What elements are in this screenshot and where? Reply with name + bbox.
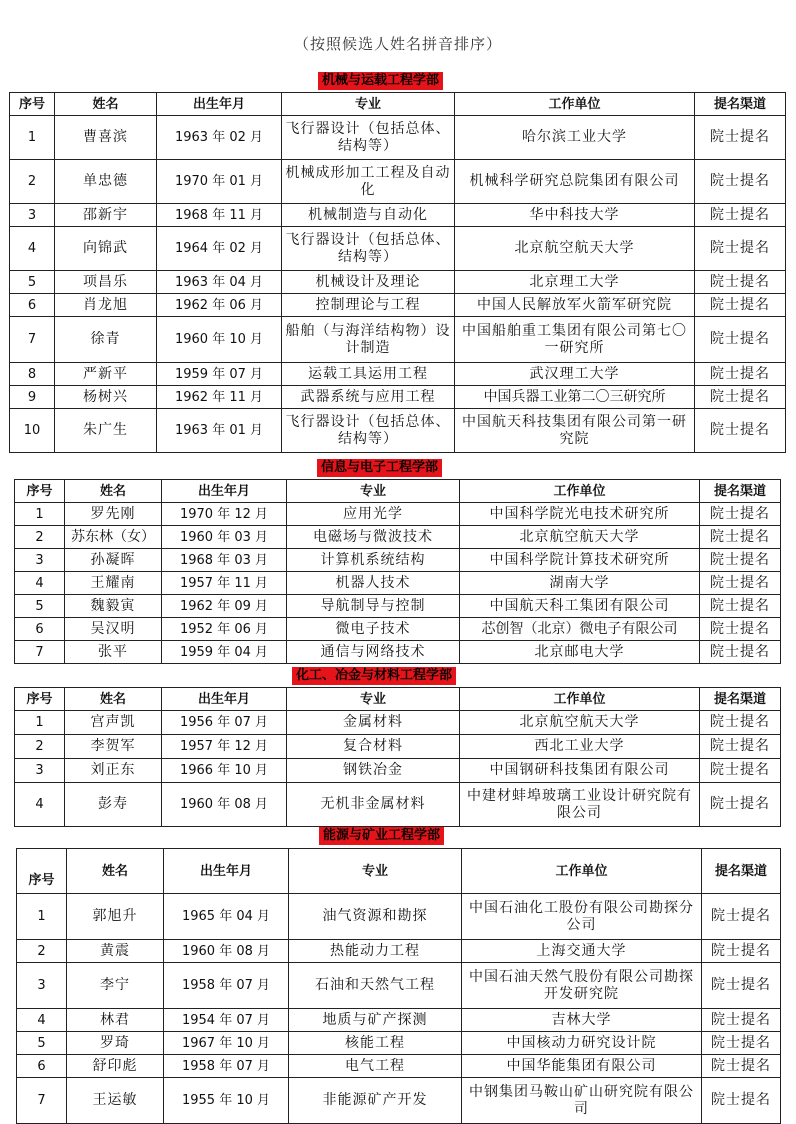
cell-major: 飞行器设计（包括总体、结构等） bbox=[282, 409, 455, 453]
table-materials bbox=[14, 687, 781, 827]
cell-index: 5 bbox=[17, 1032, 67, 1055]
table-row bbox=[10, 160, 786, 204]
cell-major: 机械制造与自动化 bbox=[282, 204, 455, 227]
cell-name: 张平 bbox=[65, 641, 162, 664]
cell-name: 杨树兴 bbox=[55, 386, 157, 409]
cell-channel: 院士提名 bbox=[700, 783, 781, 827]
table-row bbox=[10, 409, 786, 453]
cell-major: 电磁场与微波技术 bbox=[287, 526, 460, 549]
header-name: 姓名 bbox=[55, 93, 157, 116]
cell-birth: 1965 年 04 月 bbox=[164, 894, 289, 940]
table-row bbox=[17, 1009, 781, 1032]
cell-employer: 北京航空航天大学 bbox=[460, 526, 700, 549]
cell-major: 机器人技术 bbox=[287, 572, 460, 595]
cell-name: 孙凝晖 bbox=[65, 549, 162, 572]
cell-index: 3 bbox=[15, 549, 65, 572]
cell-major: 武器系统与应用工程 bbox=[282, 386, 455, 409]
cell-index: 3 bbox=[17, 963, 67, 1009]
cell-birth: 1970 年 12 月 bbox=[162, 503, 287, 526]
cell-channel: 院士提名 bbox=[700, 503, 781, 526]
cell-channel: 院士提名 bbox=[702, 894, 781, 940]
cell-index: 2 bbox=[17, 940, 67, 963]
cell-major: 金属材料 bbox=[287, 711, 460, 735]
cell-major: 机械成形加工工程及自动化 bbox=[282, 160, 455, 204]
cell-major: 飞行器设计（包括总体、结构等） bbox=[282, 227, 455, 271]
table-row bbox=[15, 526, 781, 549]
header-index: 序号 bbox=[17, 849, 67, 894]
cell-birth: 1963 年 04 月 bbox=[157, 271, 282, 294]
table-row bbox=[10, 363, 786, 386]
cell-major: 微电子技术 bbox=[287, 618, 460, 641]
cell-channel: 院士提名 bbox=[700, 595, 781, 618]
cell-index: 6 bbox=[17, 1055, 67, 1078]
cell-name: 李宁 bbox=[67, 963, 164, 1009]
cell-employer: 中建材蚌埠玻璃工业设计研究院有限公司 bbox=[460, 783, 700, 827]
table-header-row bbox=[17, 849, 781, 894]
cell-channel: 院士提名 bbox=[695, 116, 786, 160]
cell-name: 肖龙旭 bbox=[55, 294, 157, 317]
header-name: 姓名 bbox=[67, 849, 164, 894]
table-header-row bbox=[15, 688, 781, 711]
cell-name: 舒印彪 bbox=[67, 1055, 164, 1078]
cell-channel: 院士提名 bbox=[702, 1055, 781, 1078]
cell-major: 计算机系统结构 bbox=[287, 549, 460, 572]
cell-index: 5 bbox=[10, 271, 55, 294]
cell-employer: 北京理工大学 bbox=[455, 271, 695, 294]
cell-birth: 1959 年 07 月 bbox=[157, 363, 282, 386]
header-channel: 提名渠道 bbox=[700, 688, 781, 711]
cell-birth: 1970 年 01 月 bbox=[157, 160, 282, 204]
cell-name: 罗琦 bbox=[67, 1032, 164, 1055]
table-row bbox=[17, 1032, 781, 1055]
cell-employer: 吉林大学 bbox=[462, 1009, 702, 1032]
cell-channel: 院士提名 bbox=[695, 409, 786, 453]
table-information bbox=[14, 479, 781, 664]
header-index: 序号 bbox=[15, 688, 65, 711]
cell-name: 单忠德 bbox=[55, 160, 157, 204]
cell-major: 飞行器设计（包括总体、结构等） bbox=[282, 116, 455, 160]
table-row bbox=[10, 317, 786, 363]
cell-channel: 院士提名 bbox=[695, 204, 786, 227]
header-employer: 工作单位 bbox=[460, 688, 700, 711]
table-row bbox=[15, 641, 781, 664]
table-row bbox=[15, 503, 781, 526]
cell-channel: 院士提名 bbox=[695, 294, 786, 317]
cell-birth: 1957 年 11 月 bbox=[162, 572, 287, 595]
cell-channel: 院士提名 bbox=[700, 618, 781, 641]
cell-major: 复合材料 bbox=[287, 735, 460, 759]
cell-name: 王运敏 bbox=[67, 1078, 164, 1124]
cell-employer: 中国石油天然气股份有限公司勘探开发研究院 bbox=[462, 963, 702, 1009]
cell-index: 7 bbox=[10, 317, 55, 363]
cell-employer: 中国核动力研究设计院 bbox=[462, 1032, 702, 1055]
cell-major: 热能动力工程 bbox=[289, 940, 462, 963]
section-title-information: 信息与电子工程学部 bbox=[317, 459, 442, 477]
cell-birth: 1960 年 10 月 bbox=[157, 317, 282, 363]
cell-employer: 中国船舶重工集团有限公司第七〇一研究所 bbox=[455, 317, 695, 363]
cell-birth: 1963 年 02 月 bbox=[157, 116, 282, 160]
cell-index: 1 bbox=[15, 503, 65, 526]
cell-employer: 武汉理工大学 bbox=[455, 363, 695, 386]
table-row bbox=[15, 735, 781, 759]
table-row bbox=[15, 759, 781, 783]
cell-channel: 院士提名 bbox=[695, 227, 786, 271]
cell-employer: 中国华能集团有限公司 bbox=[462, 1055, 702, 1078]
cell-birth: 1955 年 10 月 bbox=[164, 1078, 289, 1124]
cell-index: 1 bbox=[15, 711, 65, 735]
table-row bbox=[15, 572, 781, 595]
cell-birth: 1960 年 03 月 bbox=[162, 526, 287, 549]
cell-index: 2 bbox=[15, 526, 65, 549]
cell-employer: 华中科技大学 bbox=[455, 204, 695, 227]
cell-major: 船舶（与海洋结构物）设计制造 bbox=[282, 317, 455, 363]
cell-birth: 1960 年 08 月 bbox=[162, 783, 287, 827]
subtitle: （按照候选人姓名拼音排序） bbox=[293, 35, 502, 53]
header-channel: 提名渠道 bbox=[700, 480, 781, 503]
cell-major: 机械设计及理论 bbox=[282, 271, 455, 294]
cell-major: 地质与矿产探测 bbox=[289, 1009, 462, 1032]
cell-channel: 院士提名 bbox=[702, 940, 781, 963]
cell-name: 项昌乐 bbox=[55, 271, 157, 294]
cell-index: 1 bbox=[17, 894, 67, 940]
cell-channel: 院士提名 bbox=[700, 526, 781, 549]
cell-employer: 中国科学院计算技术研究所 bbox=[460, 549, 700, 572]
cell-index: 7 bbox=[17, 1078, 67, 1124]
table-mechanical bbox=[9, 92, 786, 453]
cell-name: 苏东林（女） bbox=[65, 526, 162, 549]
header-employer: 工作单位 bbox=[455, 93, 695, 116]
cell-channel: 院士提名 bbox=[700, 735, 781, 759]
cell-birth: 1962 年 11 月 bbox=[157, 386, 282, 409]
cell-channel: 院士提名 bbox=[702, 963, 781, 1009]
cell-birth: 1956 年 07 月 bbox=[162, 711, 287, 735]
header-major: 专业 bbox=[287, 480, 460, 503]
cell-employer: 哈尔滨工业大学 bbox=[455, 116, 695, 160]
cell-name: 刘正东 bbox=[65, 759, 162, 783]
cell-name: 林君 bbox=[67, 1009, 164, 1032]
cell-employer: 北京航空航天大学 bbox=[460, 711, 700, 735]
cell-channel: 院士提名 bbox=[695, 160, 786, 204]
cell-birth: 1954 年 07 月 bbox=[164, 1009, 289, 1032]
cell-major: 导航制导与控制 bbox=[287, 595, 460, 618]
header-employer: 工作单位 bbox=[462, 849, 702, 894]
cell-name: 李贺军 bbox=[65, 735, 162, 759]
cell-employer: 上海交通大学 bbox=[462, 940, 702, 963]
cell-name: 彭寿 bbox=[65, 783, 162, 827]
cell-employer: 中钢集团马鞍山矿山研究院有限公司 bbox=[462, 1078, 702, 1124]
cell-birth: 1968 年 03 月 bbox=[162, 549, 287, 572]
cell-channel: 院士提名 bbox=[700, 641, 781, 664]
cell-birth: 1966 年 10 月 bbox=[162, 759, 287, 783]
table-row bbox=[10, 204, 786, 227]
table-header-row bbox=[15, 480, 781, 503]
cell-channel: 院士提名 bbox=[702, 1032, 781, 1055]
header-channel: 提名渠道 bbox=[695, 93, 786, 116]
cell-channel: 院士提名 bbox=[702, 1009, 781, 1032]
header-name: 姓名 bbox=[65, 688, 162, 711]
cell-channel: 院士提名 bbox=[700, 572, 781, 595]
header-name: 姓名 bbox=[65, 480, 162, 503]
cell-name: 宫声凯 bbox=[65, 711, 162, 735]
table-row bbox=[10, 116, 786, 160]
cell-major: 运载工具运用工程 bbox=[282, 363, 455, 386]
cell-employer: 中国钢研科技集团有限公司 bbox=[460, 759, 700, 783]
cell-birth: 1963 年 01 月 bbox=[157, 409, 282, 453]
header-birth: 出生年月 bbox=[157, 93, 282, 116]
cell-major: 非能源矿产开发 bbox=[289, 1078, 462, 1124]
table-row bbox=[10, 294, 786, 317]
cell-index: 4 bbox=[15, 783, 65, 827]
cell-employer: 北京航空航天大学 bbox=[455, 227, 695, 271]
cell-index: 10 bbox=[10, 409, 55, 453]
cell-channel: 院士提名 bbox=[695, 386, 786, 409]
cell-major: 钢铁冶金 bbox=[287, 759, 460, 783]
cell-birth: 1967 年 10 月 bbox=[164, 1032, 289, 1055]
header-birth: 出生年月 bbox=[162, 688, 287, 711]
cell-index: 7 bbox=[15, 641, 65, 664]
cell-channel: 院士提名 bbox=[695, 363, 786, 386]
cell-major: 无机非金属材料 bbox=[287, 783, 460, 827]
cell-employer: 机械科学研究总院集团有限公司 bbox=[455, 160, 695, 204]
cell-name: 曹喜滨 bbox=[55, 116, 157, 160]
section-title-mechanical: 机械与运载工程学部 bbox=[318, 72, 443, 90]
cell-name: 魏毅寅 bbox=[65, 595, 162, 618]
cell-employer: 中国航天科工集团有限公司 bbox=[460, 595, 700, 618]
cell-employer: 湖南大学 bbox=[460, 572, 700, 595]
cell-index: 2 bbox=[15, 735, 65, 759]
table-row bbox=[15, 549, 781, 572]
cell-index: 3 bbox=[10, 204, 55, 227]
cell-name: 徐青 bbox=[55, 317, 157, 363]
table-row bbox=[15, 618, 781, 641]
table-row bbox=[17, 1055, 781, 1078]
header-index: 序号 bbox=[10, 93, 55, 116]
table-row bbox=[10, 227, 786, 271]
cell-channel: 院士提名 bbox=[695, 317, 786, 363]
cell-major: 应用光学 bbox=[287, 503, 460, 526]
table-row bbox=[17, 1078, 781, 1124]
cell-name: 黄震 bbox=[67, 940, 164, 963]
cell-employer: 芯创智（北京）微电子有限公司 bbox=[460, 618, 700, 641]
table-row bbox=[10, 271, 786, 294]
cell-index: 2 bbox=[10, 160, 55, 204]
cell-major: 通信与网络技术 bbox=[287, 641, 460, 664]
cell-index: 8 bbox=[10, 363, 55, 386]
section-title-materials: 化工、冶金与材料工程学部 bbox=[292, 667, 456, 685]
table-energy bbox=[16, 848, 781, 1124]
cell-employer: 中国航天科技集团有限公司第一研究院 bbox=[455, 409, 695, 453]
cell-birth: 1959 年 04 月 bbox=[162, 641, 287, 664]
cell-birth: 1958 年 07 月 bbox=[164, 1055, 289, 1078]
cell-channel: 院士提名 bbox=[702, 1078, 781, 1124]
cell-birth: 1960 年 08 月 bbox=[164, 940, 289, 963]
cell-channel: 院士提名 bbox=[700, 549, 781, 572]
table-row bbox=[17, 940, 781, 963]
cell-employer: 西北工业大学 bbox=[460, 735, 700, 759]
cell-index: 4 bbox=[17, 1009, 67, 1032]
cell-name: 吴汉明 bbox=[65, 618, 162, 641]
cell-index: 4 bbox=[15, 572, 65, 595]
cell-birth: 1957 年 12 月 bbox=[162, 735, 287, 759]
cell-name: 王耀南 bbox=[65, 572, 162, 595]
section-title-energy: 能源与矿业工程学部 bbox=[319, 827, 444, 845]
cell-name: 严新平 bbox=[55, 363, 157, 386]
cell-channel: 院士提名 bbox=[700, 711, 781, 735]
cell-birth: 1964 年 02 月 bbox=[157, 227, 282, 271]
header-birth: 出生年月 bbox=[162, 480, 287, 503]
cell-name: 邵新宇 bbox=[55, 204, 157, 227]
header-employer: 工作单位 bbox=[460, 480, 700, 503]
header-major: 专业 bbox=[282, 93, 455, 116]
cell-major: 核能工程 bbox=[289, 1032, 462, 1055]
cell-channel: 院士提名 bbox=[695, 271, 786, 294]
cell-index: 6 bbox=[15, 618, 65, 641]
table-header-row bbox=[10, 93, 786, 116]
table-row bbox=[15, 711, 781, 735]
header-major: 专业 bbox=[287, 688, 460, 711]
cell-employer: 北京邮电大学 bbox=[460, 641, 700, 664]
cell-major: 控制理论与工程 bbox=[282, 294, 455, 317]
cell-name: 罗先刚 bbox=[65, 503, 162, 526]
cell-employer: 中国兵器工业第二〇三研究所 bbox=[455, 386, 695, 409]
cell-index: 5 bbox=[15, 595, 65, 618]
table-row bbox=[17, 894, 781, 940]
header-channel: 提名渠道 bbox=[702, 849, 781, 894]
cell-birth: 1962 年 09 月 bbox=[162, 595, 287, 618]
cell-index: 9 bbox=[10, 386, 55, 409]
cell-channel: 院士提名 bbox=[700, 759, 781, 783]
cell-birth: 1958 年 07 月 bbox=[164, 963, 289, 1009]
header-birth: 出生年月 bbox=[164, 849, 289, 894]
table-row bbox=[17, 963, 781, 1009]
cell-major: 油气资源和勘探 bbox=[289, 894, 462, 940]
cell-index: 3 bbox=[15, 759, 65, 783]
table-row bbox=[10, 386, 786, 409]
table-row bbox=[15, 783, 781, 827]
cell-name: 朱广生 bbox=[55, 409, 157, 453]
cell-major: 石油和天然气工程 bbox=[289, 963, 462, 1009]
table-row bbox=[15, 595, 781, 618]
cell-name: 郭旭升 bbox=[67, 894, 164, 940]
cell-index: 1 bbox=[10, 116, 55, 160]
cell-employer: 中国石油化工股份有限公司勘探分公司 bbox=[462, 894, 702, 940]
header-index: 序号 bbox=[15, 480, 65, 503]
cell-name: 向锦武 bbox=[55, 227, 157, 271]
cell-birth: 1952 年 06 月 bbox=[162, 618, 287, 641]
cell-major: 电气工程 bbox=[289, 1055, 462, 1078]
cell-employer: 中国人民解放军火箭军研究院 bbox=[455, 294, 695, 317]
cell-birth: 1962 年 06 月 bbox=[157, 294, 282, 317]
header-major: 专业 bbox=[289, 849, 462, 894]
cell-index: 4 bbox=[10, 227, 55, 271]
cell-birth: 1968 年 11 月 bbox=[157, 204, 282, 227]
cell-employer: 中国科学院光电技术研究所 bbox=[460, 503, 700, 526]
cell-index: 6 bbox=[10, 294, 55, 317]
